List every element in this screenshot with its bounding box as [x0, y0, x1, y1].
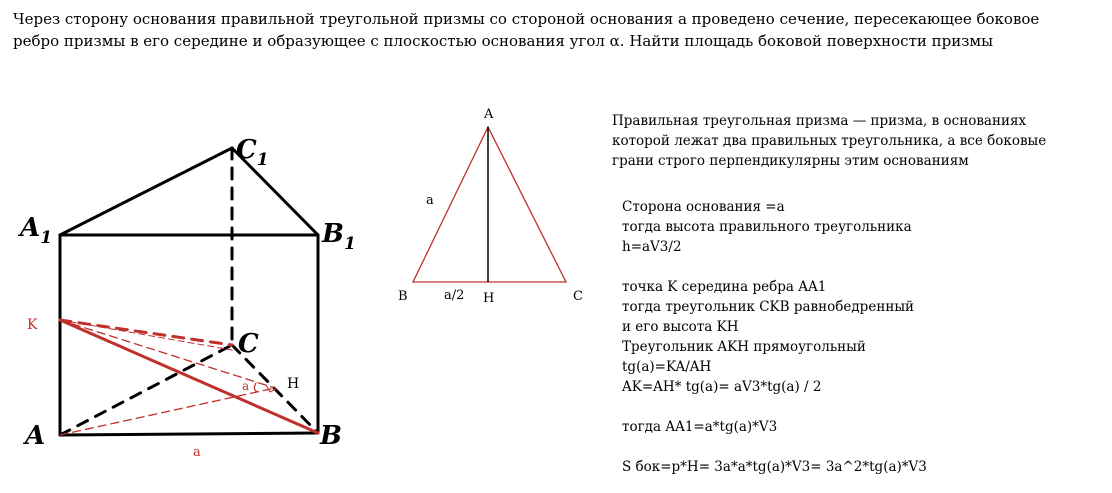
solution-line — [622, 257, 1102, 277]
solution-line: и его высота KH — [622, 319, 739, 335]
tri-label-b: B — [398, 289, 408, 304]
section-k-c-thin — [60, 320, 232, 350]
solution-line: Сторона основания =a — [622, 199, 785, 215]
solution-line — [622, 397, 1102, 417]
tri-label-side: a — [426, 193, 434, 208]
label-a: A — [25, 421, 46, 451]
label-a1: $A_1$ — [20, 213, 53, 248]
solution-line: тогда AA1=a*tg(a)*V3 — [622, 419, 778, 435]
label-k: K — [27, 317, 38, 333]
label-b: B — [320, 421, 342, 451]
problem-line-2: ребро призмы в его середине и образующее с плоскостью основания угол α. Найти площадь боковой поверхности призмы — [13, 32, 994, 50]
solution-line: tg(a)=KA/AH — [622, 359, 712, 375]
solution-line: S бок=p*H= 3a*a*tg(a)*V3= 3a^2*tg(a)*V3 — [622, 459, 927, 475]
label-c: C — [238, 329, 259, 359]
label-base-side: a — [193, 445, 201, 460]
solution-steps — [622, 197, 1102, 477]
solution-line — [622, 437, 1102, 457]
prism-labels — [17, 135, 356, 451]
label-h-prism: H — [287, 376, 300, 392]
triangle-abc — [413, 127, 566, 282]
tri-label-a: A — [484, 107, 494, 122]
solution-line: AK=AH* tg(a)= aV3*tg(a) / 2 — [622, 379, 822, 395]
edge-a-b — [60, 433, 318, 435]
definition-line-2: которой лежат два правильных треугольника, а все боковые — [612, 133, 1047, 149]
solution-line: тогда высота правильного треугольника — [622, 219, 912, 235]
tri-label-c: C — [573, 289, 583, 304]
solution-line: Треугольник AKH прямоугольный — [622, 339, 866, 355]
triangle-labels — [398, 107, 583, 306]
prism-definition — [612, 111, 1102, 171]
edge-a1-c1 — [60, 148, 232, 235]
angle-alpha-arc — [254, 383, 258, 392]
problem-line-1: Через сторону основания правильной треугольной призмы со стороной основания a проведено сечение, пересекающее боковое — [13, 10, 1040, 28]
solution-line: тогда треугольник CKB равнобедренный — [622, 299, 915, 315]
tri-label-h: H — [483, 291, 495, 306]
solution-line: h=aV3/2 — [622, 239, 682, 255]
tri-label-half: a/2 — [444, 288, 465, 303]
definition-line-1: Правильная треугольная призма — призма, в основаниях — [612, 113, 1027, 129]
prism-drawing — [60, 148, 318, 435]
solution-line: точка K середина ребра AA1 — [622, 279, 827, 295]
label-b1: $B_1$ — [322, 219, 356, 254]
label-alpha: a — [242, 379, 250, 393]
section-a-h-hidden — [60, 388, 275, 435]
base-triangle-drawing — [413, 127, 566, 282]
definition-line-3: грани строго перпендикулярны этим основаниям — [612, 153, 969, 169]
label-c1: $C_1$ — [236, 135, 269, 170]
